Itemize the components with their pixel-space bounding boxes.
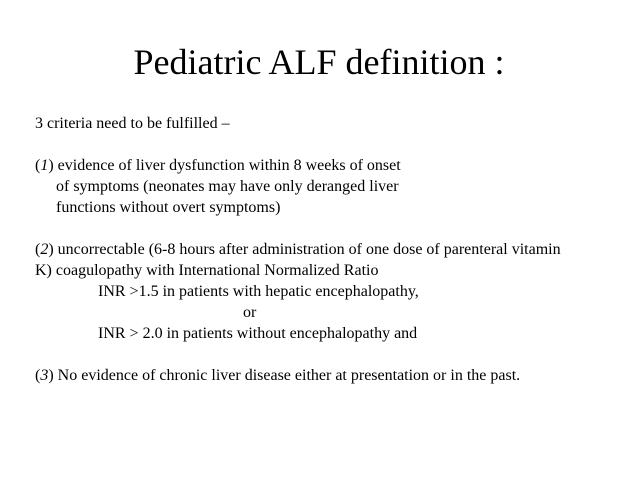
criterion-2-text: uncorrectable (6-8 hours after administration of one dose of parenteral vitamin — [53, 241, 561, 258]
criterion-2-inr-2: INR > 2.0 in patients without encephalopathy and — [98, 325, 418, 342]
criterion-1-line-1: (1) evidence of liver dysfunction within 8 weeks of onset — [35, 157, 401, 174]
criterion-2-or: or — [243, 304, 257, 321]
slide-title: Pediatric ALF definition : — [133, 42, 505, 82]
criterion-2-line-1: (2) uncorrectable (6-8 hours after administration of one dose of parenteral vitamin — [35, 241, 561, 258]
criterion-2-number: 2 — [40, 241, 49, 258]
spacer — [35, 134, 625, 155]
criterion-1-line-2: of symptoms (neonates may have only deranged liver — [56, 178, 399, 195]
intro-text: 3 criteria need to be fulfilled – — [35, 115, 230, 132]
criterion-1-line-3: functions without overt symptoms) — [56, 199, 281, 216]
criterion-2-inr-1: INR >1.5 in patients with hepatic encephalopathy, — [98, 283, 419, 300]
criterion-3-line-1: (3) No evidence of chronic liver disease either at presentation or in the past. — [35, 367, 521, 384]
spacer — [35, 344, 625, 365]
criterion-3-text: No evidence of chronic liver disease either at presentation or in the past. — [53, 367, 521, 384]
criterion-2-line-2: K) coagulopathy with International Normalized Ratio — [35, 262, 379, 279]
criterion-1-text: evidence of liver dysfunction within 8 weeks of onset — [53, 157, 401, 174]
spacer — [35, 218, 625, 239]
criterion-3-number: 3 — [40, 367, 49, 384]
criterion-1-number: 1 — [40, 157, 49, 174]
slide-body — [35, 113, 625, 386]
